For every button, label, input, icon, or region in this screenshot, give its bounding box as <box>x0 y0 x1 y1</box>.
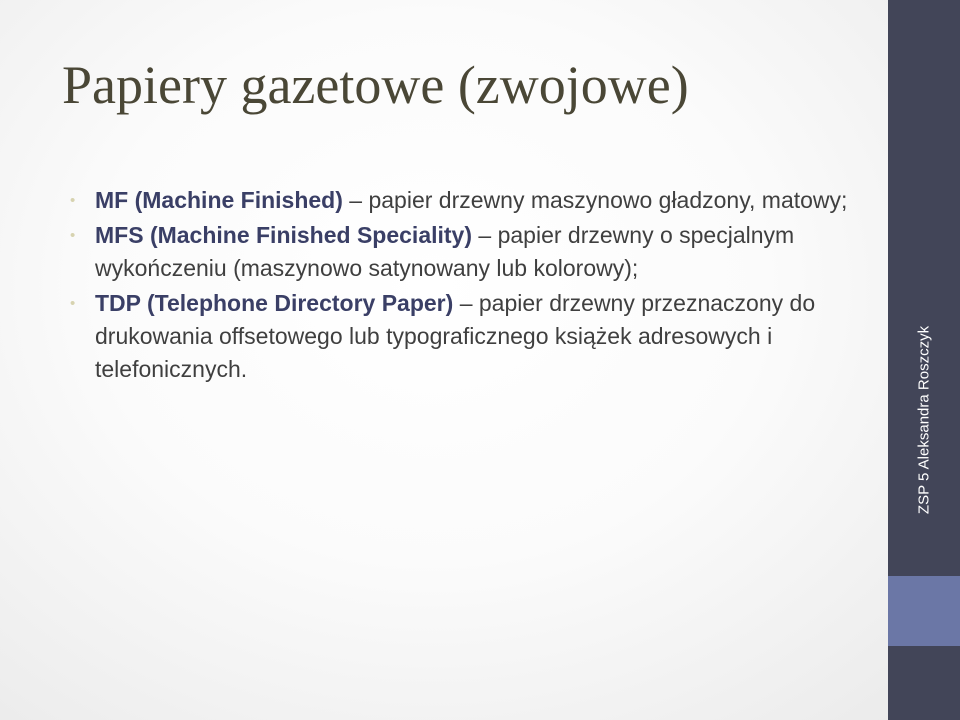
bullet-dot-icon: • <box>70 192 76 209</box>
bullet-term: TDP (Telephone Directory Paper) <box>95 290 454 316</box>
slide-title: Papiery gazetowe (zwojowe) <box>62 55 689 115</box>
bullet-term: MFS (Machine Finished Speciality) <box>95 222 473 248</box>
bullet-dot-icon: • <box>70 227 76 244</box>
bullet-dash: – <box>478 222 492 248</box>
bullet-item-tdp <box>70 287 860 386</box>
bullet-dash: – <box>459 290 473 316</box>
sidebar-accent-block <box>888 576 960 646</box>
bullet-item-mfs <box>70 219 860 285</box>
bullet-dash: – <box>349 187 363 213</box>
bullet-description: papier drzewny przeznaczony do drukowania offsetowego lub typograficznego książek adresowych i telefonicznych. <box>95 290 816 382</box>
bullet-dot-icon: • <box>70 295 76 312</box>
bullet-term: MF (Machine Finished) <box>95 187 343 213</box>
sidebar-bar <box>888 0 960 720</box>
bullet-description: papier drzewny maszynowo gładzony, matowy; <box>368 187 848 213</box>
author-footer: ZSP 5 Aleksandra Roszczyk <box>915 325 933 515</box>
bullet-item-mf <box>70 184 860 217</box>
bullet-list <box>70 184 860 388</box>
bullet-description: papier drzewny o specjalnym wykończeniu (maszynowo satynowany lub kolorowy); <box>95 222 795 281</box>
